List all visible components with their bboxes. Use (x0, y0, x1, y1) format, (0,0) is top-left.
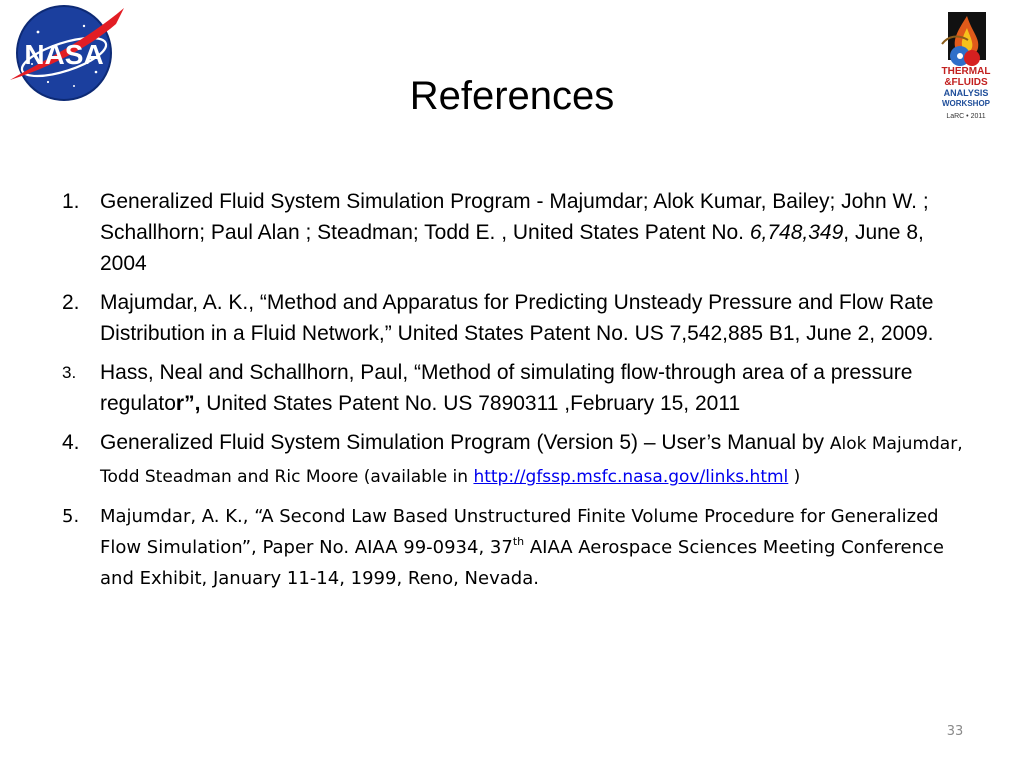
reference-item-2 (58, 287, 970, 349)
reference-text: Majumdar, A. K., “Method and Apparatus for Predicting Unsteady Pressure and Flow Rate Distribution in a Fluid Network,” United States Patent No. US 7,542,885 B1, June 2, 2009. (100, 291, 934, 345)
patent-number: 6,748,349 (749, 221, 844, 244)
nasa-logo-text: NASA (24, 39, 104, 70)
workshop-line-4: WORKSHOP (942, 99, 990, 108)
reference-item-1 (58, 186, 970, 279)
page-number: 33 (946, 724, 964, 739)
ordinal-superscript: th (512, 535, 525, 548)
reference-text: Hass, Neal and Schallhorn, Paul, “Method of simulating flow-through area of a pressure regulato (100, 361, 913, 415)
reference-text: Majumdar, A. K., “A Second Law Based Unstructured Finite Volume Procedure for Generalized Flow Simulation”, Paper No. AIAA 99-0934, 37 (100, 506, 939, 558)
workshop-line-3: ANALYSIS (943, 88, 989, 98)
slide-title: References (409, 74, 615, 118)
workshop-line-5: LaRC • 2011 (946, 113, 986, 120)
workshop-line-2: &FLUIDS (944, 77, 988, 88)
reference-text-end: United States Patent No. US 7890311 ,February 15, 2011 (200, 392, 741, 415)
reference-text: Generalized Fluid System Simulation Program - Majumdar; Alok Kumar, Bailey; John W. ; Schallhorn; Paul Alan ; Steadman; Todd E. , United States Patent No. (100, 190, 929, 244)
reference-number: 3. (62, 363, 77, 382)
reference-item-3 (58, 357, 970, 419)
reference-item-5 (58, 501, 970, 594)
reference-date: , June 8, 2004 (100, 221, 924, 275)
reference-text-end: ) (788, 467, 801, 487)
reference-number: 4. (62, 431, 80, 454)
reference-item-4 (58, 427, 970, 493)
reference-number: 5. (62, 506, 80, 527)
reference-text-end: AIAA Aerospace Sciences Meeting Conference and Exhibit, January 11-14, 1999, Reno, Nevada. (100, 537, 944, 589)
reference-authors: Alok Majumdar, Todd Steadman and Ric Moore (available in (100, 434, 963, 487)
reference-number: 1. (62, 190, 80, 213)
reference-text-bold: r”, (175, 392, 201, 415)
reference-number: 2. (62, 291, 80, 314)
reference-text: Generalized Fluid System Simulation Program (Version 5) – User’s Manual by (100, 431, 830, 454)
gfssp-link[interactable]: http://gfssp.msfc.nasa.gov/links.html (473, 467, 789, 487)
workshop-line-1: THERMAL (941, 66, 991, 77)
references-list (58, 186, 970, 602)
